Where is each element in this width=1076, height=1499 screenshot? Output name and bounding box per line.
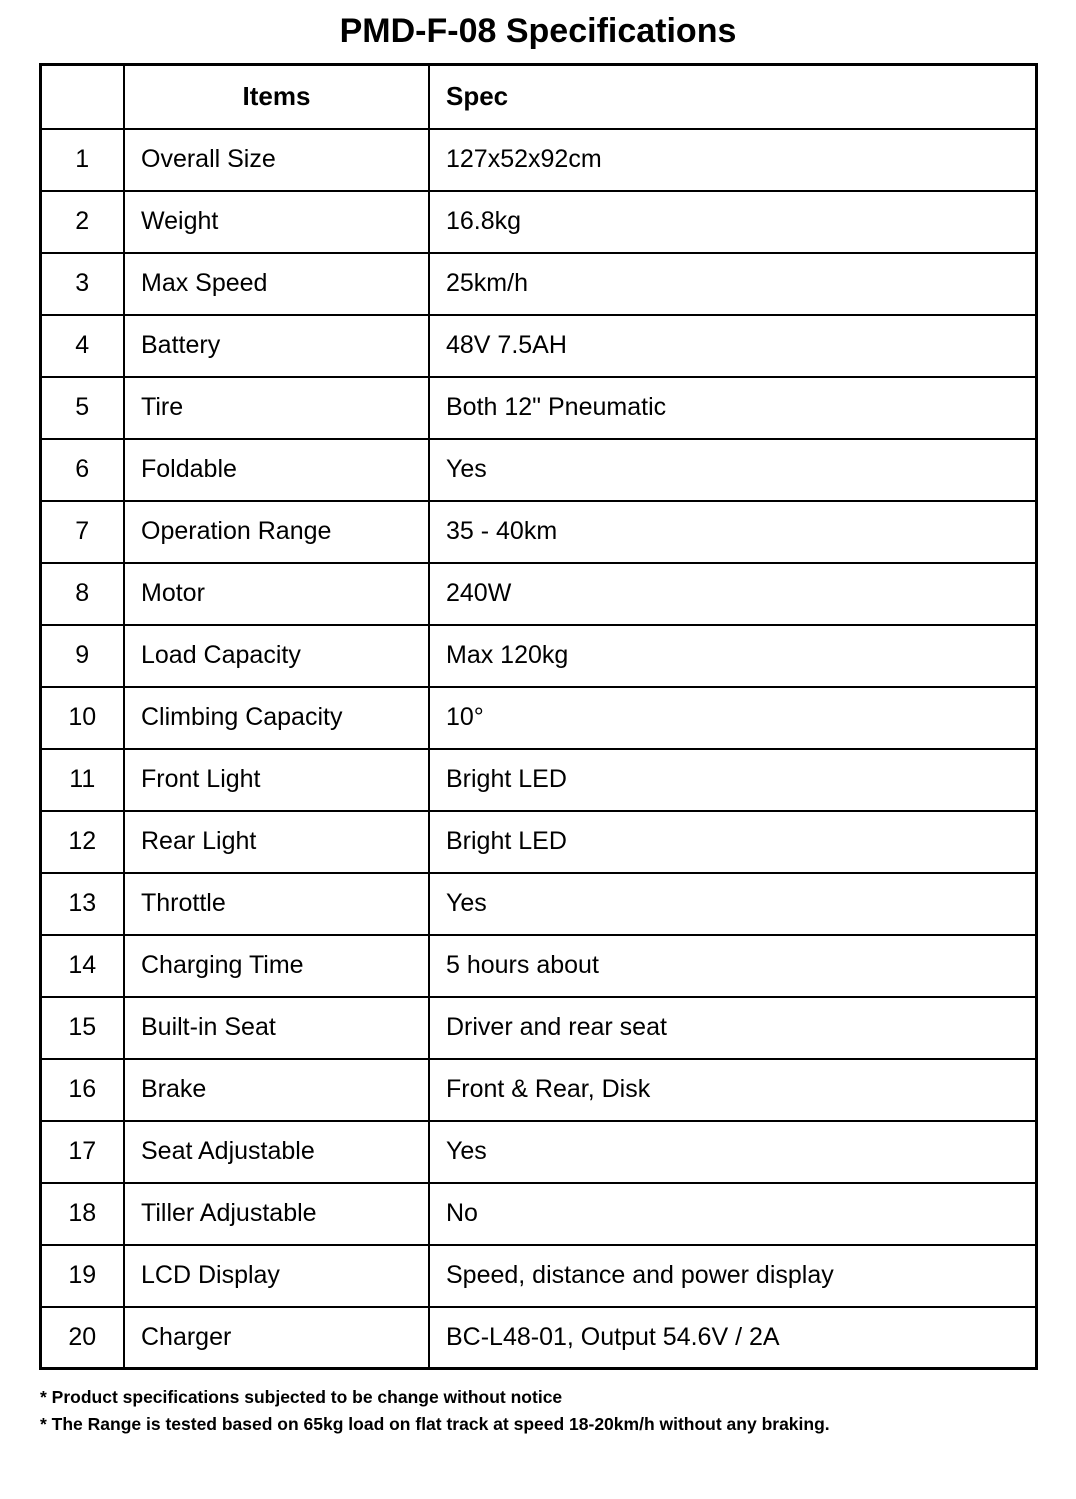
row-spec-value: Bright LED bbox=[429, 749, 1036, 811]
row-number: 15 bbox=[40, 997, 124, 1059]
row-item-label: Motor bbox=[124, 563, 429, 625]
row-item-label: Rear Light bbox=[124, 811, 429, 873]
table-row bbox=[40, 253, 1036, 315]
row-spec-value: 240W bbox=[429, 563, 1036, 625]
table-header bbox=[40, 65, 1036, 129]
table-row bbox=[40, 873, 1036, 935]
row-spec-value: Yes bbox=[429, 439, 1036, 501]
row-spec-value: Yes bbox=[429, 1121, 1036, 1183]
column-header-spec: Spec bbox=[429, 65, 1036, 129]
row-item-label: Tire bbox=[124, 377, 429, 439]
column-header-number bbox=[40, 65, 124, 129]
row-spec-value: BC-L48-01, Output 54.6V / 2A bbox=[429, 1307, 1036, 1369]
table-row bbox=[40, 997, 1036, 1059]
row-item-label: Battery bbox=[124, 315, 429, 377]
table-row bbox=[40, 501, 1036, 563]
table-header-row bbox=[40, 65, 1036, 129]
table-row bbox=[40, 687, 1036, 749]
row-item-label: Load Capacity bbox=[124, 625, 429, 687]
row-item-label: LCD Display bbox=[124, 1245, 429, 1307]
table-row bbox=[40, 129, 1036, 191]
row-item-label: Climbing Capacity bbox=[124, 687, 429, 749]
row-item-label: Front Light bbox=[124, 749, 429, 811]
row-spec-value: Bright LED bbox=[429, 811, 1036, 873]
row-item-label: Tiller Adjustable bbox=[124, 1183, 429, 1245]
row-number: 2 bbox=[40, 191, 124, 253]
table-body bbox=[40, 129, 1036, 1369]
row-item-label: Throttle bbox=[124, 873, 429, 935]
row-spec-value: Max 120kg bbox=[429, 625, 1036, 687]
footnote-1: * Product specifications subjected to be change without notice bbox=[40, 1387, 563, 1407]
column-header-items: Items bbox=[124, 65, 429, 129]
row-item-label: Built-in Seat bbox=[124, 997, 429, 1059]
row-item-label: Operation Range bbox=[124, 501, 429, 563]
row-item-label: Foldable bbox=[124, 439, 429, 501]
row-spec-value: Yes bbox=[429, 873, 1036, 935]
row-number: 4 bbox=[40, 315, 124, 377]
row-number: 1 bbox=[40, 129, 124, 191]
row-spec-value: 25km/h bbox=[429, 253, 1036, 315]
row-spec-value: 5 hours about bbox=[429, 935, 1036, 997]
row-spec-value: 10° bbox=[429, 687, 1036, 749]
row-number: 20 bbox=[40, 1307, 124, 1369]
row-item-label: Brake bbox=[124, 1059, 429, 1121]
row-item-label: Weight bbox=[124, 191, 429, 253]
row-item-label: Charging Time bbox=[124, 935, 429, 997]
table-row bbox=[40, 1059, 1036, 1121]
row-number: 6 bbox=[40, 439, 124, 501]
row-number: 17 bbox=[40, 1121, 124, 1183]
row-number: 19 bbox=[40, 1245, 124, 1307]
row-spec-value: Speed, distance and power display bbox=[429, 1245, 1036, 1307]
row-number: 9 bbox=[40, 625, 124, 687]
table-row bbox=[40, 935, 1036, 997]
row-number: 8 bbox=[40, 563, 124, 625]
page-title: PMD-F-08 Specifications bbox=[339, 12, 737, 50]
table-row bbox=[40, 191, 1036, 253]
footnotes bbox=[40, 1384, 1036, 1438]
table-row bbox=[40, 1121, 1036, 1183]
row-number: 14 bbox=[40, 935, 124, 997]
table-row bbox=[40, 811, 1036, 873]
row-number: 5 bbox=[40, 377, 124, 439]
table-row bbox=[40, 377, 1036, 439]
footnote-2: * The Range is tested based on 65kg load on flat track at speed 18-20km/h without any braking. bbox=[40, 1414, 830, 1435]
row-number: 12 bbox=[40, 811, 124, 873]
table-row bbox=[40, 439, 1036, 501]
table-row bbox=[40, 749, 1036, 811]
specifications-table bbox=[39, 63, 1038, 1370]
row-spec-value: Both 12" Pneumatic bbox=[429, 377, 1036, 439]
row-number: 7 bbox=[40, 501, 124, 563]
row-spec-value: Driver and rear seat bbox=[429, 997, 1036, 1059]
table-row bbox=[40, 1245, 1036, 1307]
table-row bbox=[40, 315, 1036, 377]
row-spec-value: 16.8kg bbox=[429, 191, 1036, 253]
row-item-label: Charger bbox=[124, 1307, 429, 1369]
table-row bbox=[40, 1183, 1036, 1245]
row-spec-value: No bbox=[429, 1183, 1036, 1245]
table-row bbox=[40, 625, 1036, 687]
table-row bbox=[40, 1307, 1036, 1369]
row-item-label: Overall Size bbox=[124, 129, 429, 191]
row-spec-value: 127x52x92cm bbox=[429, 129, 1036, 191]
table-row bbox=[40, 563, 1036, 625]
row-item-label: Max Speed bbox=[124, 253, 429, 315]
row-number: 3 bbox=[40, 253, 124, 315]
row-number: 13 bbox=[40, 873, 124, 935]
row-spec-value: 35 - 40km bbox=[429, 501, 1036, 563]
row-number: 16 bbox=[40, 1059, 124, 1121]
row-number: 11 bbox=[40, 749, 124, 811]
row-number: 10 bbox=[40, 687, 124, 749]
row-number: 18 bbox=[40, 1183, 124, 1245]
row-spec-value: Front & Rear, Disk bbox=[429, 1059, 1036, 1121]
row-spec-value: 48V 7.5AH bbox=[429, 315, 1036, 377]
row-item-label: Seat Adjustable bbox=[124, 1121, 429, 1183]
